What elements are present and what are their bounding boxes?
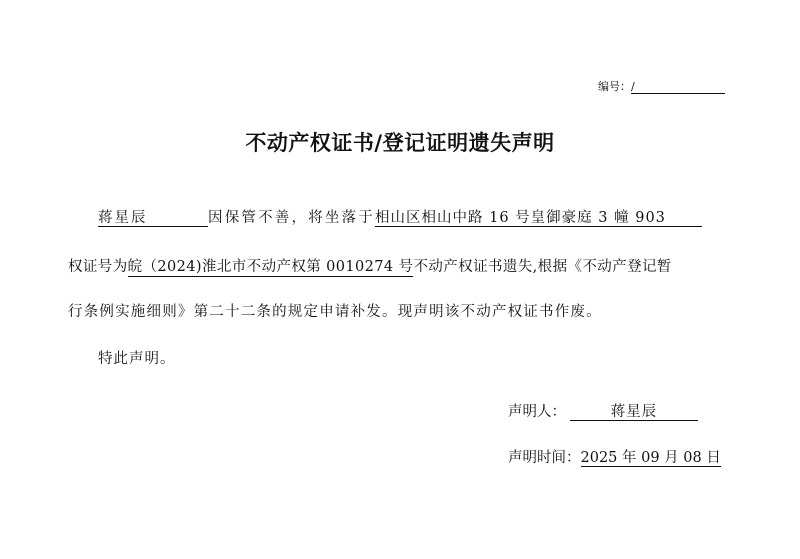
declarant-label: 声明人： [508,404,566,420]
property-address: 相山区相山中路 16 号皇御豪庭 3 幢 903 [375,210,702,227]
serial-label: 编号： [598,80,631,93]
declare-date-row [508,446,721,467]
page-title: 不动产权证书/登记证明遗失声明 [245,131,555,155]
declare-date-value: 2025 年 09 月 08 日 [580,450,721,466]
body-text-4: 行条例实施细则》第二十二条的规定申请补发。现声明该不动产权证书作废。 [68,304,602,320]
declare-date-label: 声明时间： [508,450,581,466]
special-text: 特此声明。 [98,351,176,367]
declarant-row [508,400,698,421]
paragraph-line-1 [98,208,702,228]
declarant-name: 蒋星辰 [570,404,698,421]
special-statement [98,349,176,369]
paragraph-line-2 [68,257,672,277]
owner-name: 蒋星辰 [98,210,208,227]
paragraph-line-3 [68,302,602,322]
body-text-3: 不动产权证书遗失,根据《不动产登记暂 [413,259,672,275]
body-text-2: 权证号为 [68,259,128,275]
body-text-1: 因保管不善，将坐落于 [208,210,375,226]
serial-value: / [631,81,725,94]
certificate-number: 皖（2024)淮北市不动产权第 0010274 号 [127,259,414,275]
serial-number [598,80,725,94]
